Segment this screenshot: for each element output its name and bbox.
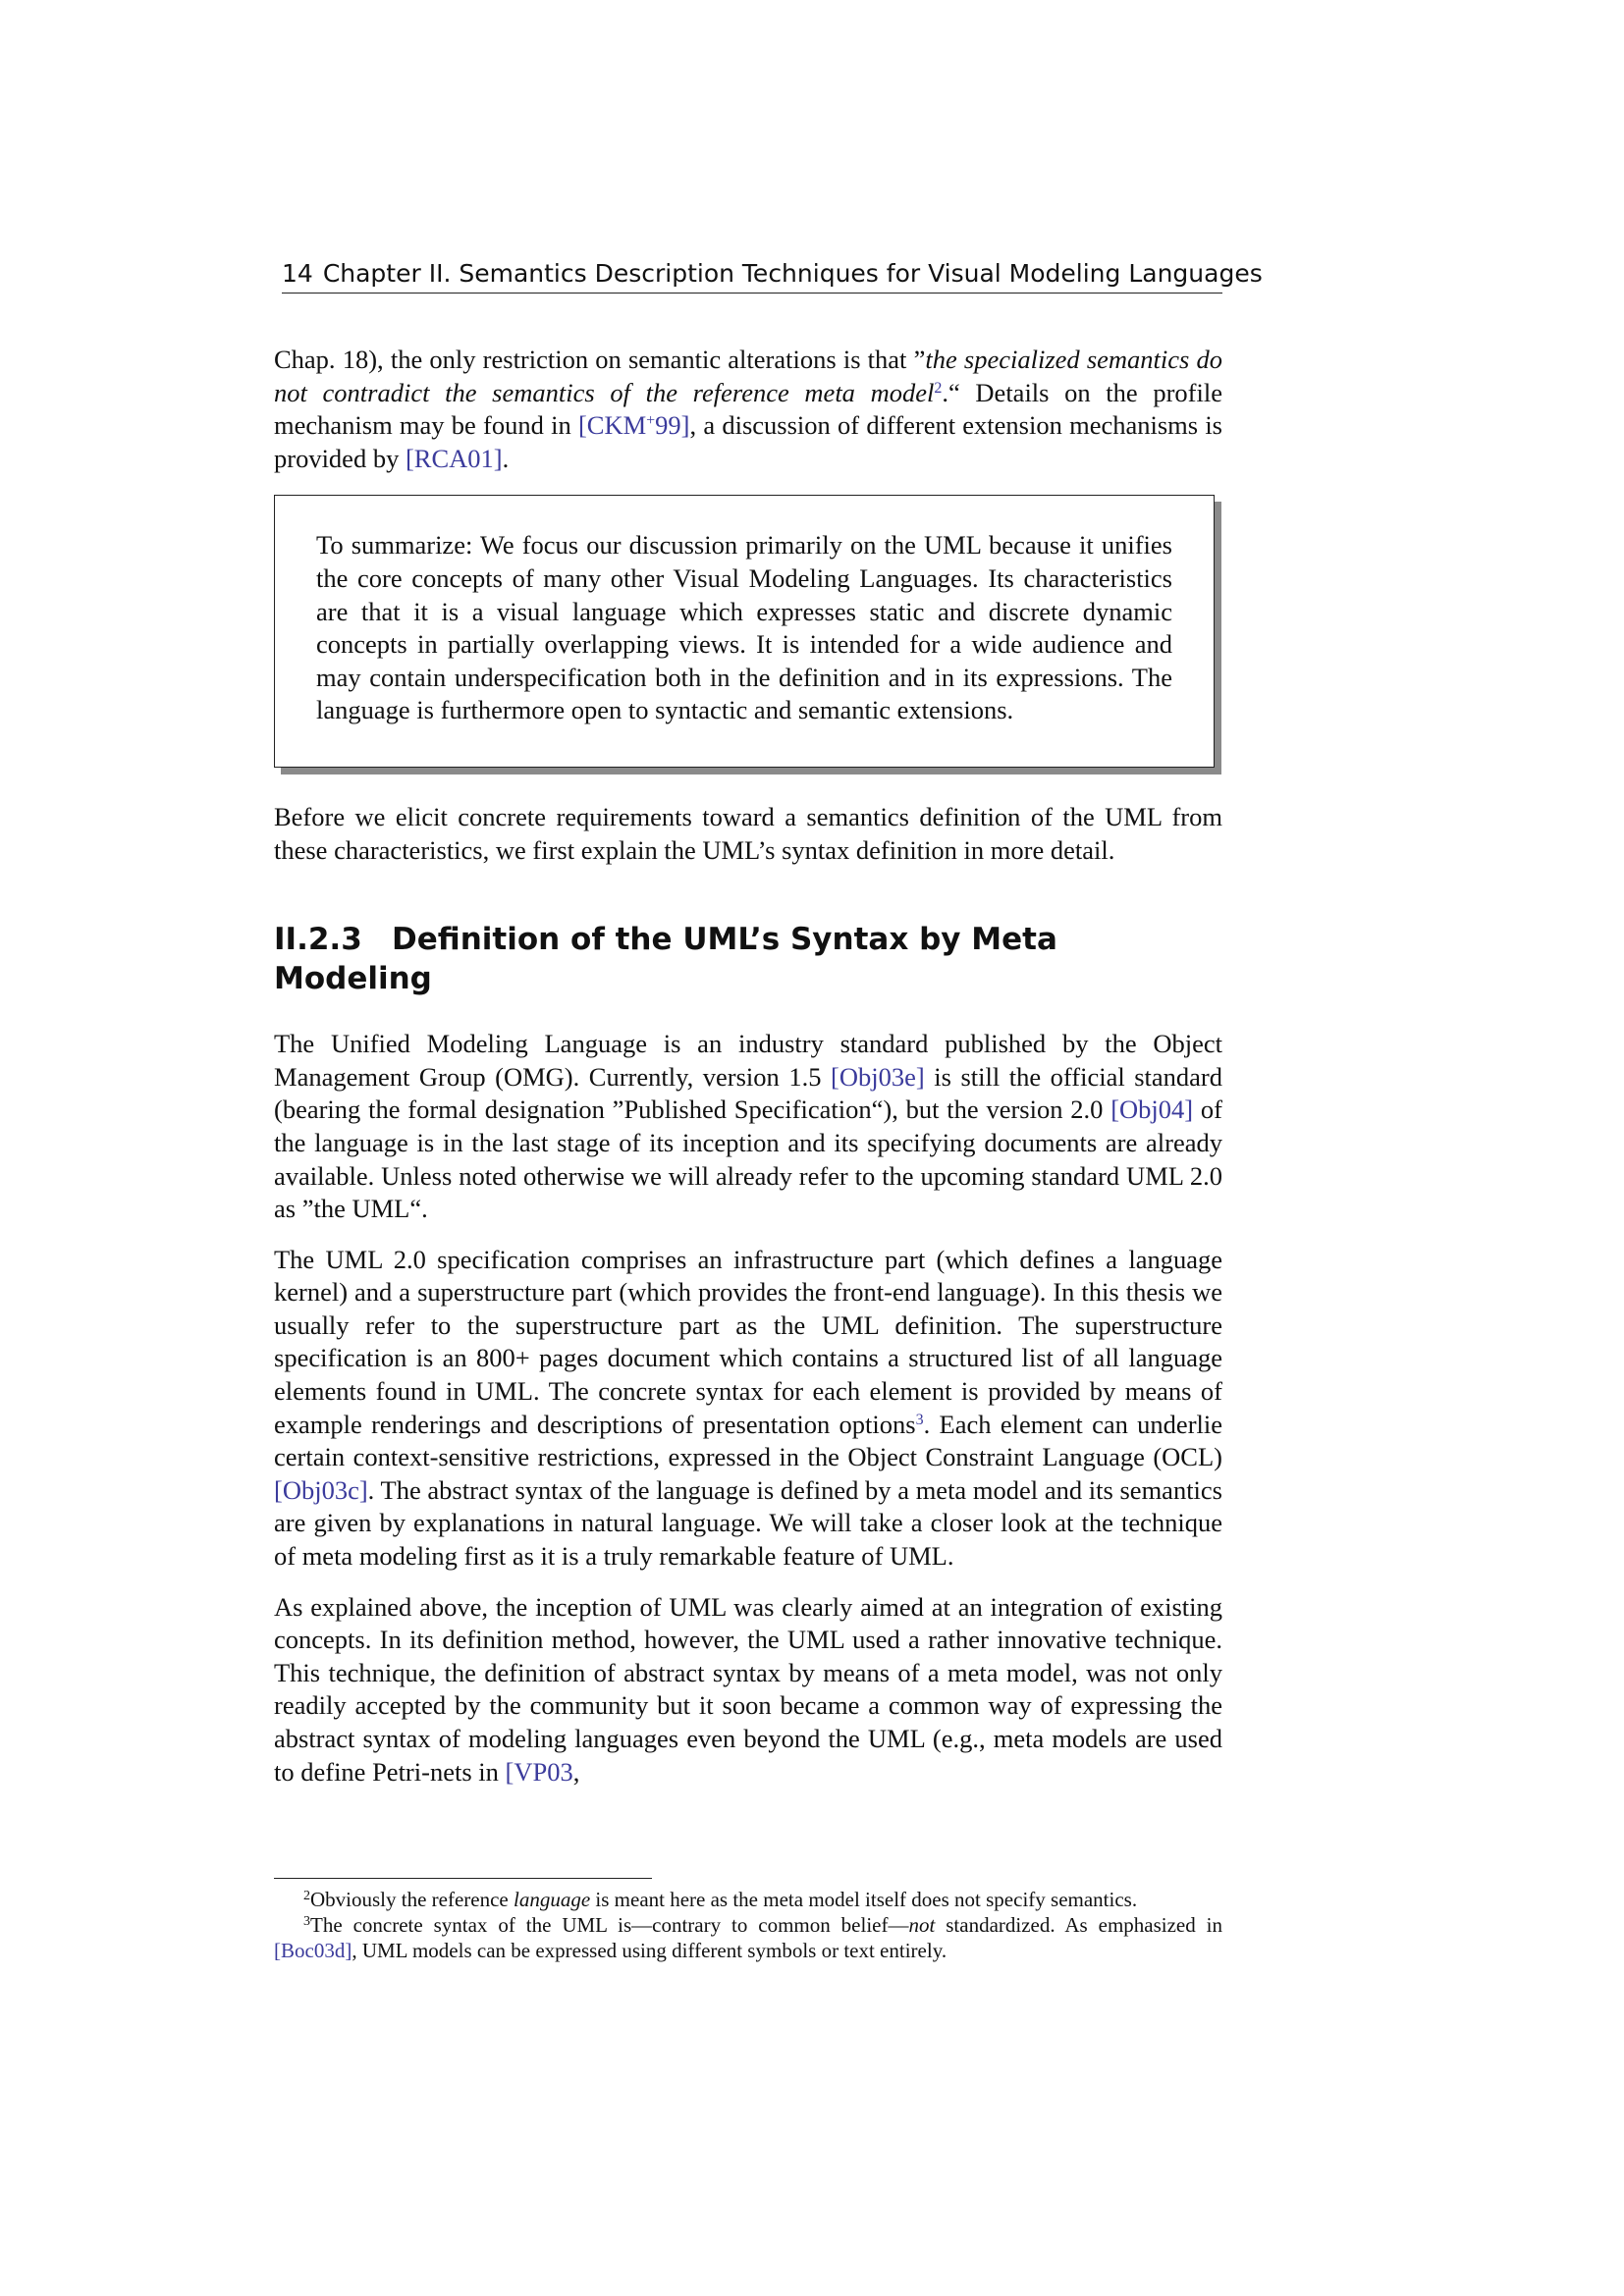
footnote-mark: 3 (303, 1914, 310, 1929)
emphasis: language (514, 1888, 591, 1911)
footnote-mark: 2 (303, 1889, 310, 1903)
text-run: As explained above, the inception of UML was clearly aimed at an integration of existing concepts. In its definition method, however, the UML used a rather innovative technique. This technique, the definition of abstract syntax by means of a meta model, was not only readily accepted by the community but it soon became a common way of expressing the abstract syntax of modeling languages even beyond the UML (e.g., meta models are used to define Petri-nets in (274, 1591, 1222, 1787)
text-run: , UML models can be expressed using different symbols or text entirely. (352, 1939, 947, 1962)
citation-obj03e[interactable]: [Obj03e] (831, 1061, 925, 1092)
text-run: .“ Details on the profile mechanism may be found in (274, 377, 1222, 441)
footnotes (274, 1887, 1222, 1963)
text-run: . Each element can underlie certain context-sensitive restrictions, expressed in the Object Constraint Language (OCL) (274, 1409, 1223, 1472)
citation-boc03d[interactable]: [Boc03d] (274, 1939, 352, 1962)
paragraph-meta-modeling (274, 1591, 1222, 1789)
footnote-3 (274, 1912, 1222, 1963)
text-run: of the language is in the last stage of its inception and its specifying documents are already available. Unless noted otherwise we will already refer to the upcoming standard UML 2.0 as ”the UML“. (274, 1095, 1223, 1224)
summary-text: To summarize: We focus our discussion primarily on the UML because it unifies the core concepts of many other Visual Modeling Languages. Its characteristics are that it is a visual language which expresses static and discrete dynamic concepts in partially overlapping views. It is intended for a wide audience and may contain underspecification both in the definition and in its expressions. The language is furthermore open to syntactic and semantic extensions. (316, 530, 1172, 725)
citation-vp03[interactable]: [VP03 (505, 1756, 573, 1787)
text-run: Obviously the reference (310, 1888, 514, 1911)
running-head-title: Chapter II. Semantics Description Techniques for Visual Modeling Languages (322, 259, 1263, 288)
page-number: 14 (282, 259, 313, 288)
text-run: The Unified Modeling Language is an industry standard published by the Object Management Group (OMG). Currently, version 1.5 (274, 1029, 1222, 1092)
footnote-2 (274, 1887, 1222, 1912)
quote-emphasis: the specialized semantics do not contradict the semantics of the reference meta model (274, 345, 1222, 407)
running-head (282, 257, 1263, 294)
text-run: Chap. 18), the only restriction on semantic alterations is that ” (274, 345, 926, 374)
text-run: , a discussion of different extension mechanisms is provided by (274, 410, 1222, 473)
text-run: The UML 2.0 specification comprises an infrastructure part (which defines a language kernel) and a superstructure part (which provides the front-end language). In this thesis we usually refer to the superstructure part as the UML definition. The superstructure specification is an 800+ pages document which contains a structured list of all language elements found in UML. The concrete syntax for each element is provided by means of example renderings and descriptions of presentation options (274, 1244, 1222, 1439)
body-text (274, 344, 1222, 1806)
text-run: , (572, 1756, 580, 1787)
citation-obj04[interactable]: [Obj04] (1110, 1095, 1194, 1125)
citation-ckm99[interactable]: [CKM+99] (577, 410, 690, 441)
paragraph-transition: Before we elicit concrete requirements toward a semantics definition of the UML from these characteristics, we first explain the UML’s syntax definition in more detail. (274, 801, 1222, 865)
emphasis: not (908, 1913, 936, 1937)
footnote-marker-2[interactable]: 2 (934, 379, 943, 397)
text-run: The concrete syntax of the UML is—contrary to common belief— (310, 1913, 909, 1937)
section-title: Definition of the UML’s Syntax by Meta Modeling (274, 922, 1057, 997)
citation-rca01[interactable]: [RCA01] (405, 443, 503, 473)
section-number: II.2.3 (274, 922, 362, 958)
section-heading (274, 920, 1222, 998)
text-run: standardized. As emphasized in (935, 1913, 1223, 1937)
text-run: is still the official standard (bearing the formal designation ”Published Specification“), but the version 2.0 (274, 1061, 1223, 1125)
paragraph-uml-specification (274, 1244, 1222, 1574)
citation-obj03c[interactable]: [Obj03c] (274, 1474, 368, 1505)
text-run: . (502, 443, 510, 473)
paragraph-profile-restriction (274, 344, 1222, 475)
text-run: is meant here as the meta model itself does not specify semantics. (590, 1888, 1138, 1911)
summary-box (274, 495, 1215, 768)
footnote-rule (274, 1878, 652, 1879)
text-run: . The abstract syntax of the language is defined by a meta model and its semantics are given by explanations in natural language. We will take a closer look at the technique of meta modeling first as it is a truly remarkable feature of UML. (274, 1474, 1222, 1572)
footnote-marker-3[interactable]: 3 (915, 1411, 924, 1428)
paragraph-uml-standard (274, 1028, 1222, 1226)
